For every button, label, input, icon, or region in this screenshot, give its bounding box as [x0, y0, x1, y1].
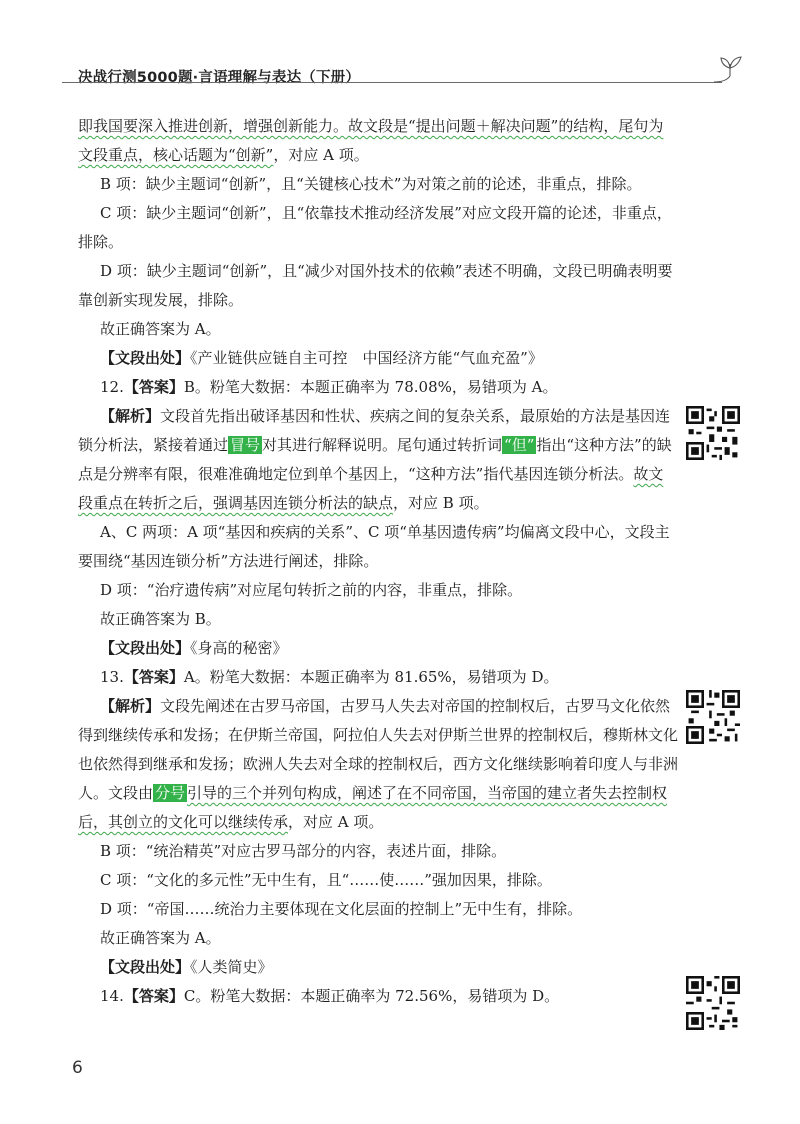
answer-line: [78, 373, 678, 402]
header-rule: [62, 82, 722, 83]
qr-code-icon[interactable]: [686, 406, 740, 460]
text: ，对应 A 项。: [273, 146, 369, 164]
text: 文段由: [108, 784, 154, 802]
analysis-paragraph: [78, 402, 678, 518]
answer-text: B。粉笔大数据：本题正确率为 78.08%，易错项为 A。: [183, 378, 558, 396]
text: 文段首先指出破译基因和性状、疾病之间的复杂关系，最原始的方法是基因连锁分析法，紧接着通过: [78, 407, 671, 454]
paragraph: A、C 两项：A 项“基因和疾病的关系”、C 项“单基因遗传病”均偏离文段中心，文段主要围绕“基因连锁分析”方法进行阐述，排除。: [78, 523, 670, 570]
qr-code-icon[interactable]: [686, 690, 740, 744]
question-number: 13.: [100, 668, 124, 686]
source-title: 《人类简史》: [190, 958, 273, 976]
answer-line: [78, 982, 678, 1011]
underlined-text: 引导的三个并列句构成，阐述了在不同帝国，当帝国的建立者失去控制权后，其创立的文化可以继续传承: [78, 784, 668, 831]
source-title: 《身高的秘密》: [190, 639, 288, 657]
qr-code-icon[interactable]: [686, 976, 740, 1030]
text: 文段先阐述在古罗马帝国，古罗马人失去对帝国的控制权后，古罗马文化依然得到继续传承和发扬；在伊斯兰帝国，阿拉伯人失去对伊斯兰世界的控制权后，穆斯林文化也依然得到继承和发扬；欧洲人失去对全球的控制权后，西方文化继续影响着印度人与非洲人。: [78, 697, 679, 802]
answer-label: 【答案】: [123, 668, 184, 686]
paragraph: B 项：“统治精英”对应古罗马部分的内容，表述片面，排除。: [100, 842, 507, 860]
text: 对其进行解释说明。尾句通过转折词: [262, 436, 503, 454]
source-label: 【文段出处】: [100, 349, 191, 367]
analysis-paragraph: [78, 692, 678, 837]
text: ，对应 B 项。: [393, 494, 489, 512]
paragraph: D 项：“治疗遗传病”对应尾句转折之前的内容，非重点，排除。: [100, 581, 523, 599]
text: ，对应 A 项。: [288, 813, 384, 831]
paragraph: 故正确答案为 B。: [100, 610, 221, 628]
underlined-text: 尾句为文段重点，核心话题为“创新”: [78, 117, 664, 164]
highlight-tag: 冒号: [230, 436, 261, 454]
source-title: 《产业链供应链自主可控 中国经济方能“气血充盈”》: [190, 349, 543, 367]
paragraph: C 项：“文化的多元性”无中生有，且“……使……”强加因果，排除。: [100, 871, 552, 889]
paragraph: 故正确答案为 A。: [100, 320, 221, 338]
running-header-title: 决战行测5000题·言语理解与表达（下册）: [78, 70, 361, 86]
paragraph: D 项：“帝国……统治力主要体现在文化层面的控制上”无中生有，排除。: [100, 900, 583, 918]
highlight-tag: “但”: [504, 436, 535, 454]
paragraph: B 项：缺少主题词“创新”，且“关键核心技术”为对策之前的论述，非重点，排除。: [100, 175, 642, 193]
paragraph: D 项：缺少主题词“创新”，且“减少对国外技术的依赖”表述不明确，文段已明确表明要靠创新实现发展，排除。: [78, 262, 673, 309]
source-label: 【文段出处】: [100, 639, 191, 657]
sprout-icon: [712, 54, 748, 86]
page-number: 6: [72, 1058, 83, 1078]
page-body: [78, 112, 678, 1011]
paragraph: [78, 112, 678, 170]
text: 指出“这种方法”的缺点是分辨率有限，很难准确地定位到单个基因上，“这种方法”指代基因连锁分析法。: [78, 436, 672, 483]
paragraph: 故正确答案为 A。: [100, 929, 221, 947]
source-line: [78, 953, 678, 982]
answer-text: A。粉笔大数据：本题正确率为 81.65%，易错项为 D。: [183, 668, 559, 686]
analysis-label: 【解析】: [100, 407, 161, 425]
source-line: [78, 634, 678, 663]
answer-label: 【答案】: [123, 378, 184, 396]
underlined-text: 即我国要深入推进创新，增强创新能力。故文段是“提出问题＋解决问题”的结构，: [78, 117, 619, 135]
underlined-text: 故文段重点在转折之后，强调基因连锁分析法的缺点: [78, 465, 664, 512]
source-line: [78, 344, 678, 373]
question-number: 12.: [100, 378, 124, 396]
paragraph: C 项：缺少主题词“创新”，且“依靠技术推动经济发展”对应文段开篇的论述，非重点，排除。: [78, 204, 672, 251]
answer-line: [78, 663, 678, 692]
question-number: 14.: [100, 987, 124, 1005]
highlight-tag: 分号: [155, 784, 186, 802]
analysis-label: 【解析】: [100, 697, 161, 715]
source-label: 【文段出处】: [100, 958, 191, 976]
answer-text: C。粉笔大数据：本题正确率为 72.56%，易错项为 D。: [183, 987, 560, 1005]
answer-label: 【答案】: [123, 987, 184, 1005]
